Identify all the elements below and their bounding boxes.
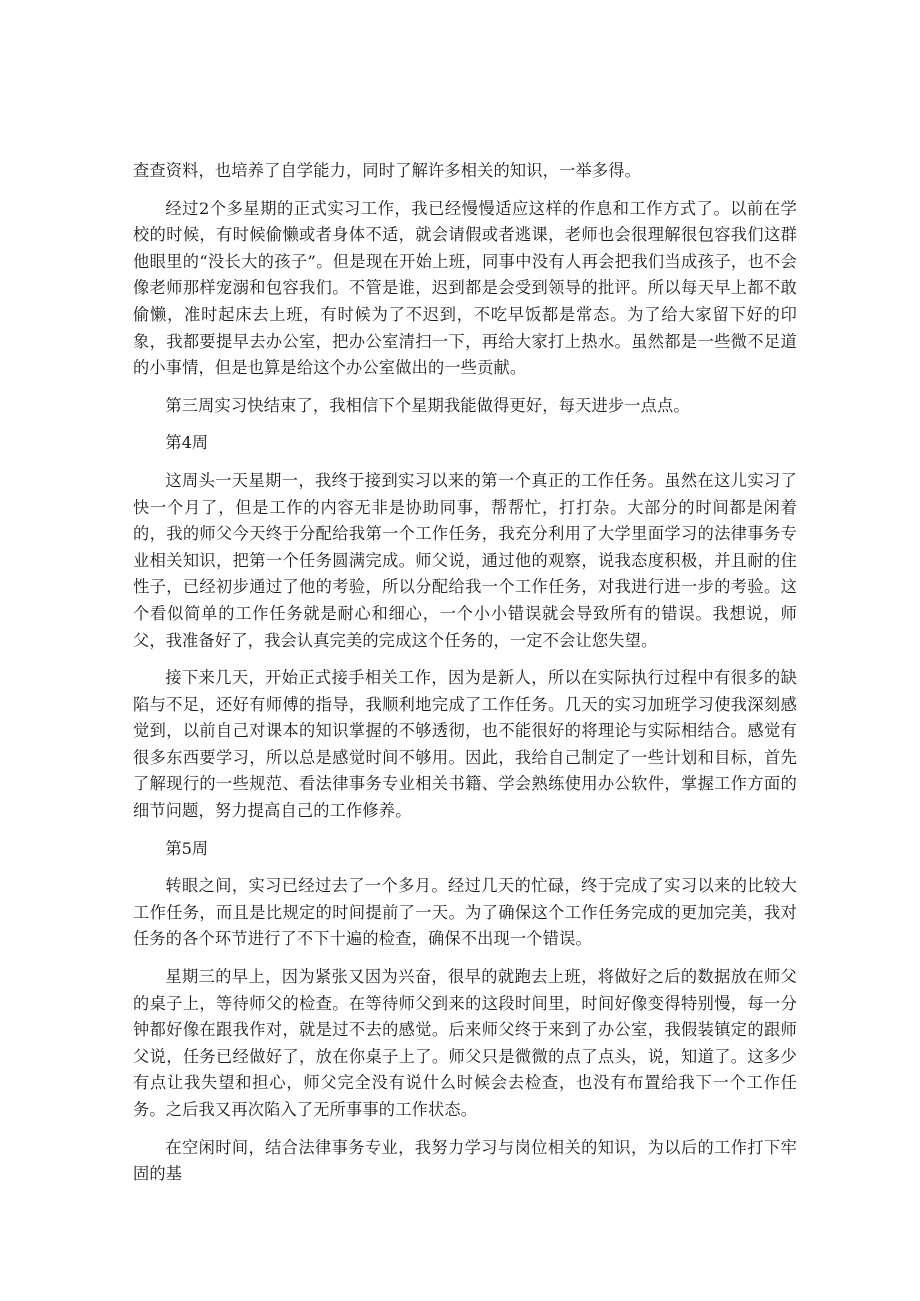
paragraph-week5-spare-time: 在空闲时间，结合法律事务专业，我努力学习与岗位相关的知识，为以后的工作打下牢固的基: [133, 1137, 797, 1184]
paragraph-week4-first-task: 这周头一天星期一，我终于接到实习以来的第一个真正的工作任务。虽然在这儿实习了快一个月了，但是工作的内容无非是协助同事，帮帮忙，打打杂。大部分的时间都是闲着的，我的师父今天终于分配给我第一个工作任务，我充分利用了大学里面学习的法律事务专业相关知识，把第一个任务圆满完成。师父说，通过他的观察，说我态度积极，并且耐的住性子，已经初步通过了他的考验，所以分配给我一个工作任务，对我进行进一步的考验。这个看似简单的工作任务就是耐心和细心，一个小小错误就会导致所有的错误。我想说，师父，我准备好了，我会认真完美的完成这个任务的，一定不会让您失望。: [133, 470, 797, 650]
paragraph-week5-wednesday: 星期三的早上，因为紧张又因为兴奋，很早的就跑去上班，将做好之后的数据放在师父的桌子上，等待师父的检查。在等待师父到来的这段时间里，时间好像变得特别慢，每一分钟都好像在跟我作对，就是过不去的感觉。后来师父终于来到了办公室，我假装镇定的跟师父说，任务已经做好了，放在你桌子上了。师父只是微微的点了点头，说，知道了。这多少有点让我失望和担心，师父完全没有说什么时候会去检查，也没有布置给我下一个工作任务。之后我又再次陷入了无所事事的工作状态。: [133, 967, 797, 1119]
paragraph-week3-routine: 经过2个多星期的正式实习工作，我已经慢慢适应这样的作息和工作方式了。以前在学校的时候，有时候偷懒或者身体不适，就会请假或者逃课，老师也会很理解很包容我们这群他眼里的“没长大的孩子”。但是现在开始上班，同事中没有人再会把我们当成孩子，也不会像老师那样宠溺和包容我们。不管是谁，迟到都是会受到领导的批评。所以每天早上都不敢偷懒，准时起床去上班，有时候为了不迟到，不吃早饭都是常态。为了给大家留下好的印象，我都要提早去办公室，把办公室清扫一下，再给大家打上热水。虽然都是一些微不足道的小事情，但是也算是给这个办公室做出的一些贡献。: [133, 198, 797, 378]
document-page: [133, 158, 797, 1188]
paragraph-week5-completion: 转眼之间，实习已经过去了一个多月。经过几天的忙碌，终于完成了实习以来的比较大工作任务，而且是比规定的时间提前了一天。为了确保这个工作任务完成的更加完美，我对任务的各个环节进行了不下十遍的检查，确保不出现一个错误。: [133, 876, 797, 949]
paragraph-week4-following-days: 接下来几天，开始正式接手相关工作，因为是新人，所以在实际执行过程中有很多的缺陷与不足，还好有师傅的指导，我顺利地完成了工作任务。几天的实习加班学习使我深刻感觉到，以前自己对课本的知识掌握的不够透彻，也不能很好的将理论与实际相结合。感觉有很多东西要学习，所以总是感觉时间不够用。因此，我给自己制定了一些计划和目标，首先了解现行的一些规范、看法律事务专业相关书籍、学会熟练使用办公软件，掌握工作方面的细节问题，努力提高自己的工作修养。: [133, 668, 797, 821]
week-5-heading: 第5周: [165, 838, 209, 858]
paragraph-continuation: 查查资料，也培养了自学能力，同时了解许多相关的知识，一举多得。: [133, 161, 642, 180]
week-4-heading: 第4周: [165, 433, 209, 453]
paragraph-week3-summary: 第三周实习快结束了，我相信下个星期我能做得更好，每天进步一点点。: [165, 395, 690, 415]
